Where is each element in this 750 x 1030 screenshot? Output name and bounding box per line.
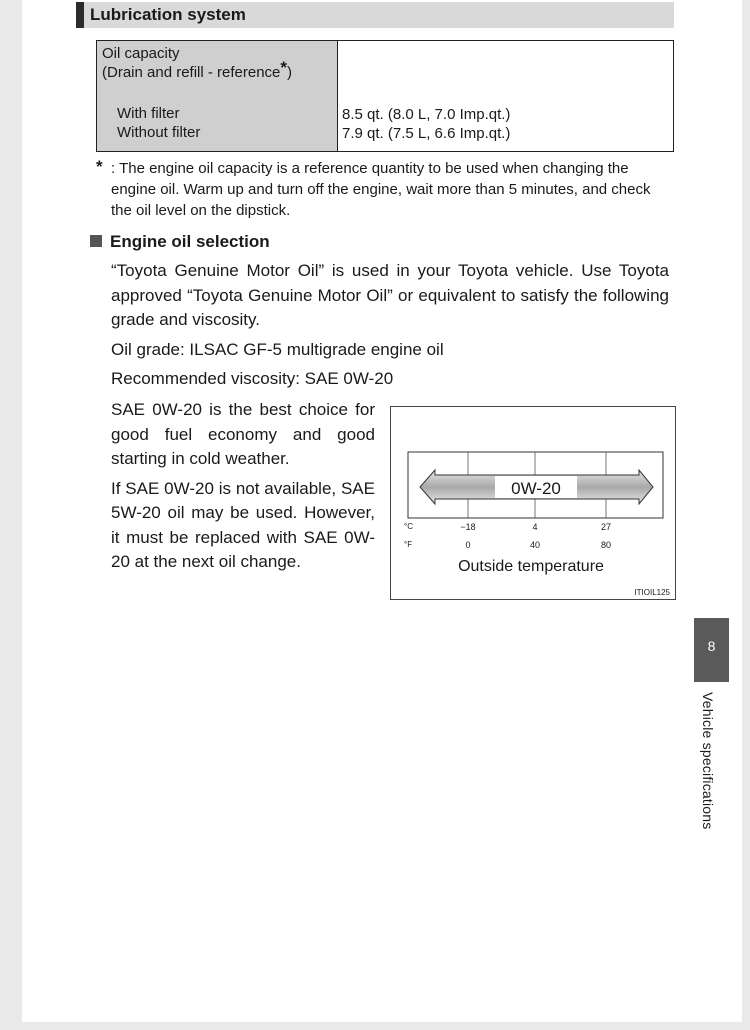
subsection-title: Engine oil selection [110,232,270,251]
capacity-header-close: ) [287,64,293,81]
subsection-heading [90,232,270,252]
chapter-number: 8 [707,638,716,654]
footnote-asterisk: * [96,157,103,176]
row-label-without-filter: Without filter [117,124,201,141]
section-title: Lubrication system [90,5,246,24]
oil-grade-text: Oil grade: ILSAC GF-5 multigrade engine oil [111,340,444,359]
capacity-label-cell [97,41,338,152]
tick-c-minus18: −18 [460,522,476,532]
tick-c-27: 27 [600,522,612,532]
square-bullet-icon [90,235,102,247]
footnote [96,158,674,221]
oil-capacity-table [96,40,674,152]
capacity-value-cell [338,41,674,152]
arrow-label: 0W-20 [511,479,561,498]
row-value-with-filter: 8.5 qt. (8.0 L, 7.0 Imp.qt.) [342,106,511,123]
unit-celsius: °C [404,522,413,531]
best-choice-paragraph: SAE 0W-20 is the best choice for good fuel economy and good starting in cold weather. [111,400,375,468]
reference-asterisk: * [280,58,288,77]
tick-f-40: 40 [529,540,541,550]
capacity-header-line1: Oil capacity [102,45,180,62]
tick-f-80: 80 [600,540,612,550]
tick-c-4: 4 [532,522,538,532]
viscosity-diagram [391,407,675,599]
viscosity-text: Recommended viscosity: SAE 0W-20 [111,369,394,388]
row-value-without-filter: 7.9 qt. (7.5 L, 6.6 Imp.qt.) [342,125,511,142]
figure-code: ITIOIL125 [634,588,670,597]
chapter-tab [694,618,729,682]
section-accent [76,2,84,28]
figure-caption: Outside temperature [458,558,604,575]
alternative-oil-paragraph: If SAE 0W-20 is not available, SAE 5W-20 oil may be used. However, it must be replaced with SAE 0W-20 at the next oil change. [111,478,375,571]
viscosity-notes [111,398,375,580]
section-header [76,2,674,28]
viscosity-figure [390,406,676,600]
footnote-text: : The engine oil capacity is a reference quantity to be used when changing the engine oil. Warm up and turn off the engine, wait more than 5 minutes, and check the oil level on the dipstick. [111,160,651,219]
capacity-header-text: (Drain and refill - reference [102,64,281,81]
unit-fahrenheit: °F [404,540,413,549]
oil-intro-paragraph: “Toyota Genuine Motor Oil” is used in your Toyota vehicle. Use Toyota approved “Toyota Genuine Motor Oil” or equivalent to satisfy the following grade and viscosity. [111,261,669,329]
tick-f-0: 0 [465,540,471,550]
row-label-with-filter: With filter [117,105,180,122]
capacity-header-line2 [102,58,332,82]
chapter-title: Vehicle specifications [700,692,716,830]
